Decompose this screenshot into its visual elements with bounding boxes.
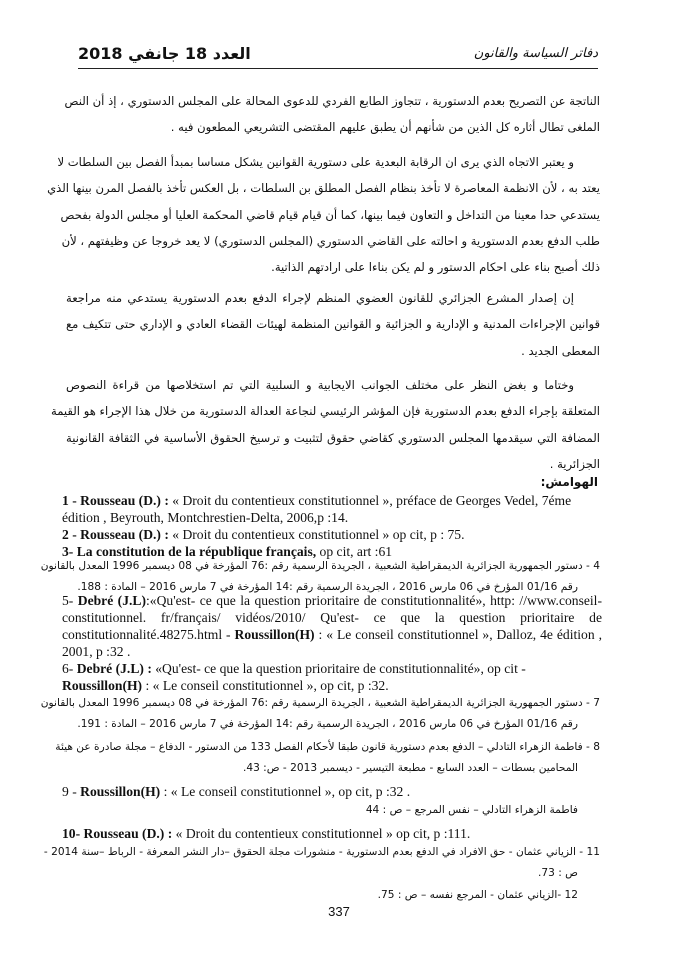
text-line: ص : 73. bbox=[538, 867, 578, 879]
footnote-author: Roussillon(H) bbox=[62, 678, 143, 693]
text-line: فاطمة الزهراء التادلي – نفس المرجع – ص : 44 bbox=[365, 804, 578, 816]
footnote-author: Roussillon(H) bbox=[80, 784, 161, 799]
text-line: الناتجة عن التصريح بعدم الدستورية ، تتجاوز الطابع الفردي للدعوى المحالة على المجلس الدستوري ، إذ أن النص bbox=[64, 94, 600, 108]
text-line: قوانين الإجراءات المدنية و الإدارية و الجزائية و القوانين المنظمة لهيئات القضاء العادي و الإداري حتى تتكيف مع bbox=[66, 317, 600, 332]
paragraph-4 bbox=[50, 372, 600, 477]
text-line: رقم 01/16 المؤرخ في 06 مارس 2016 ، الجريدة الرسمية رقم :14 المؤرخة في 7 مارس 2016 – المادة : 191. bbox=[77, 718, 578, 730]
footnote-text: : « Le conseil constitutionnel », op cit, p :32. bbox=[142, 678, 389, 693]
footnotes-1-3 bbox=[62, 492, 602, 560]
footnote-author: 1 - Rousseau (D.) : bbox=[62, 493, 169, 508]
footnote-text: :«Qu'est- ce que la question prioritaire de constitutionnalité», http: //www.conseil-constitutionnel. fr/français/ vidéos/2010/ Qu'est- ce que la question prioritaire de constitutionnalité.48275.html - bbox=[62, 593, 602, 642]
footnote-text: « Droit du contentieux constitutionnel » op cit, p : 75. bbox=[168, 527, 465, 542]
page-number: 337 bbox=[328, 904, 350, 919]
footnote-7 bbox=[40, 693, 600, 735]
footnote-text: : « Le conseil constitutionnel », op cit, p :32 . bbox=[160, 784, 411, 799]
footnote-number: 9 - bbox=[62, 784, 81, 799]
text-line: و يعتبر الاتجاه الذي يرى ان الرقابة البعدية على دستورية القوانين يشكل مساسا بمبدأ الفصل بين السلطات لا bbox=[57, 155, 574, 169]
footnote-2 bbox=[62, 526, 602, 543]
footnote-author: 2 - Rousseau (D.) : bbox=[62, 527, 169, 542]
text-line: 4 - دستور الجمهورية الجزائرية الديمقراطية الشعبية ، الجريدة الرسمية رقم :76 المؤرخة في 08 ديسمبر 1996 المعدل بالقانون bbox=[40, 560, 600, 572]
footnote-text: « Droit du contentieux constitutionnel » op cit, p :111. bbox=[172, 826, 471, 841]
text-line: رقم 01/16 المؤرخ في 06 مارس 2016 ، الجريدة الرسمية رقم :14 المؤرخة في 7 مارس 2016 – المادة : 188. bbox=[77, 581, 578, 593]
text-line: 12 -الزياني عثمان - المرجع نفسه – ص : 75. bbox=[377, 889, 578, 901]
footnotes-title: الهوامش: bbox=[540, 475, 598, 489]
footnote-11 bbox=[43, 842, 600, 884]
text-line: 8 - فاطمة الزهراء التادلي – الدفع بعدم دستورية قانون طبقا لأحكام الفصل 133 من الدستور - الدفاع – مجلة صادرة عن هيئة bbox=[55, 741, 600, 753]
footnote-8 bbox=[55, 737, 600, 779]
text-line: المتعلقة بإجراء الدفع بعدم الدستورية فإن المؤشر الرئيسي لنجاعة العدالة الدستورية من خلال هذا الإجراء هو القيمة bbox=[50, 404, 600, 419]
footnote-text: op cit, art :61 bbox=[316, 544, 393, 559]
text-line: الجزائرية . bbox=[549, 456, 600, 471]
issue-label: العدد 18 جانفي 2018 bbox=[78, 44, 251, 63]
footnote-5 bbox=[62, 592, 602, 660]
footnote-1 bbox=[62, 492, 602, 526]
text-line: إن إصدار المشرع الجزائري للقانون العضوي المنظم لإجراء الدفع بعدم الدستورية يستدعي منه مراجعة bbox=[66, 291, 574, 305]
page-header bbox=[78, 44, 598, 69]
text-line: وختاما و بغض النظر على مختلف الجوانب الايجابية و السلبية التي تم استخلاصها من قراءة النصوص bbox=[66, 378, 574, 392]
paragraph-3 bbox=[66, 285, 600, 364]
text-line: الملغى تطال أثاره كل الذين من شأنهم أن يطبق عليهم المقتضى التشريعي المطعون فيه . bbox=[170, 120, 600, 135]
text-line: المضافة التي سيقدمها المجلس الدستوري كقاضي حقوق لتثبيت و ترسيخ الحقوق الأساسية في الثقافة القانونية bbox=[66, 430, 600, 445]
footnote-author: 10- Rousseau (D.) : bbox=[62, 826, 173, 841]
footnote-12 bbox=[62, 885, 600, 906]
paragraph-2 bbox=[47, 149, 600, 280]
footnote-10 bbox=[62, 825, 602, 842]
text-line: 7 - دستور الجمهورية الجزائرية الديمقراطية الشعبية ، الجريدة الرسمية رقم :76 المؤرخة في 08 ديسمبر 1996 المعدل بالقانون bbox=[40, 697, 600, 709]
text-line: المحامين بسطات – العدد السابع - مطبعة التيسير - ديسمبر 2013 - ص: 43. bbox=[242, 762, 578, 774]
footnote-author: Debré (J.L) bbox=[77, 593, 146, 608]
footnote-9b bbox=[62, 800, 600, 821]
journal-title: دفاتر السياسة والقانون bbox=[473, 46, 598, 61]
footnote-text: «Qu'est- ce que la question prioritaire de constitutionnalité», op cit - bbox=[151, 661, 526, 676]
footnote-number: 6- bbox=[62, 661, 77, 676]
text-line: 11 - الزياني عثمان - حق الافراد في الدفع بعدم الدستورية - منشورات مجلة الحقوق –دار النشر المعرفة - الرباط –سنة 2014 - bbox=[43, 846, 600, 858]
footnote-number: 5- bbox=[62, 593, 78, 608]
text-line: يعتد به ، لأن الانظمة المعاصرة لا تأخذ بنظام الفصل المطلق بن السلطات ، بل العكس تأخذ بالفصل المرن بينها الذي bbox=[47, 181, 600, 196]
footnote-text: « Droit du contentieux constitutionnel », préface de Georges Vedel, 7éme édition , Beyrouth, Montchrestien-Delta, 2006,p :14. bbox=[62, 493, 572, 525]
footnote-author: 3- La constitution de la république français, bbox=[62, 544, 317, 559]
footnote-author: Roussillon(H) bbox=[234, 627, 315, 642]
paragraph-1 bbox=[66, 88, 600, 141]
footnotes-5-6 bbox=[62, 592, 602, 694]
footnote-author: Debré (J.L) : bbox=[76, 661, 152, 676]
text-line: المعطى الجديد . bbox=[521, 343, 600, 358]
text-line: ذلك أصبح بناء على احكام الدستور و لم يكن بناءا على ارادتهم الذاتية. bbox=[271, 260, 600, 275]
footnote-text: : « Le conseil constitutionnel », Dalloz, 4e édition , 2001, p :32 . bbox=[62, 627, 602, 659]
text-line: طلب الدفع بعدم الدستورية و احالته على القاضي الدستوري (المجلس الدستوري) لا يعد خروجا عن وظيفتهم ، لأن bbox=[61, 233, 600, 248]
footnote-6 bbox=[62, 660, 602, 694]
text-line: يستدعي حدا معينا من التداخل و التعاون فيما بينها، كما أن قيام قيام قاضي المحكمة العليا أو مجلس الدولة بفحص bbox=[60, 207, 600, 222]
footnote-9 bbox=[62, 783, 602, 800]
